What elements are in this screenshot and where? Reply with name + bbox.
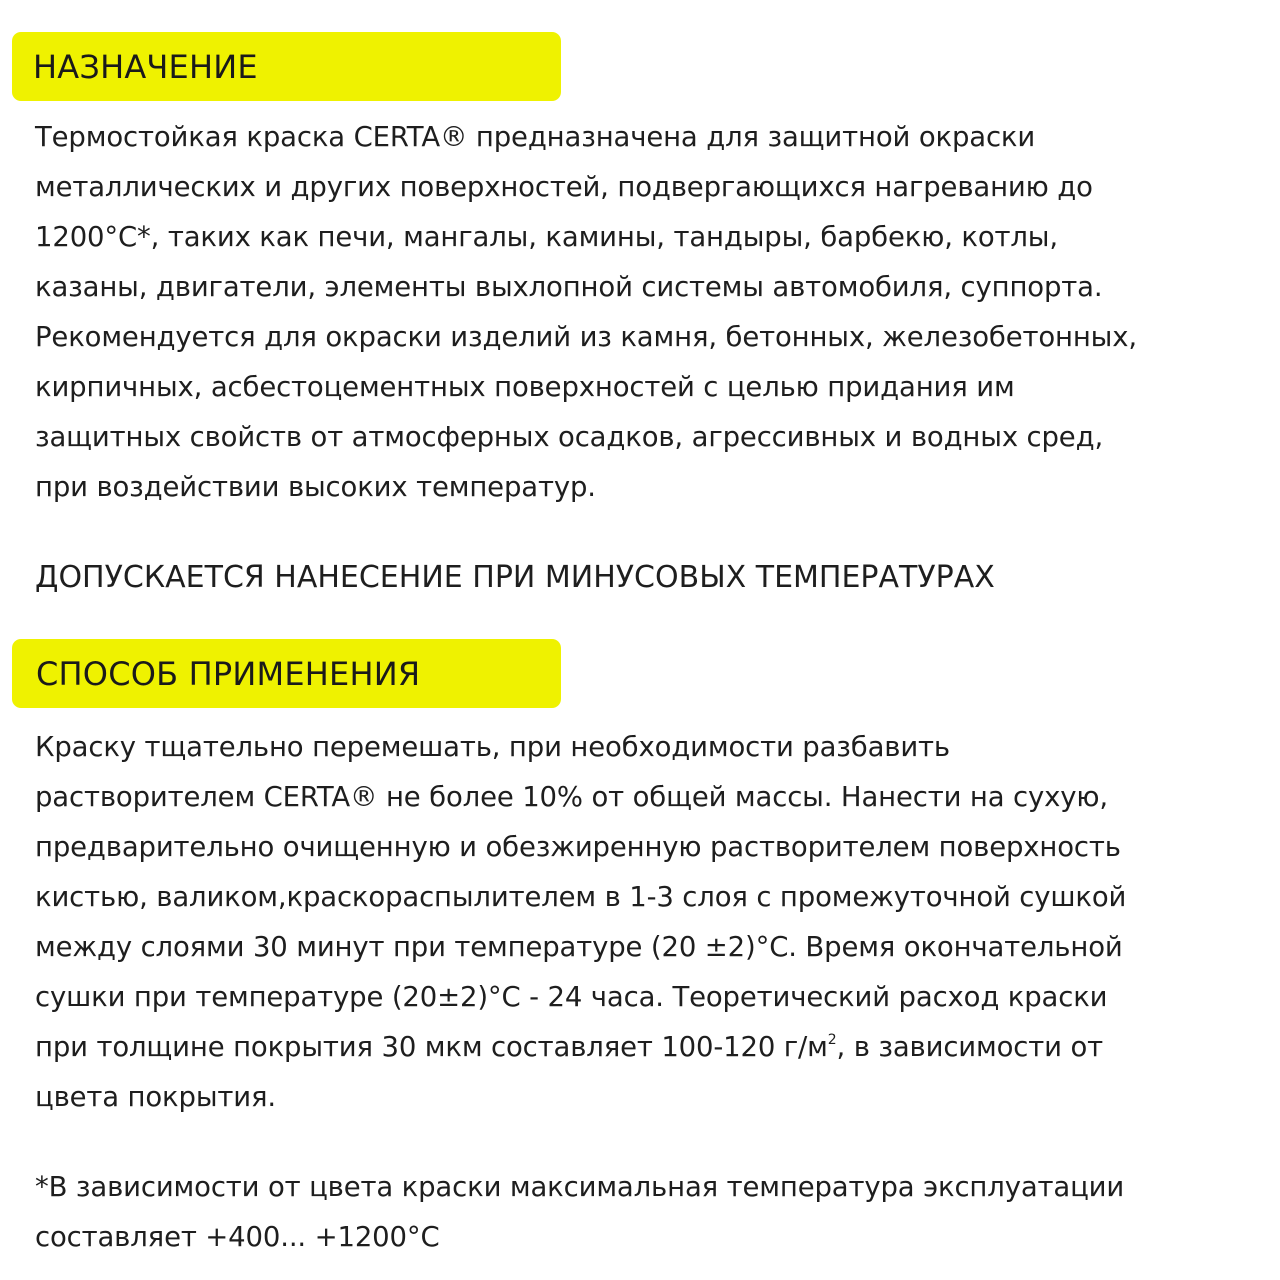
method-line-text: при толщине покрытия 30 мкм составляет 100-120 г/м <box>35 1031 828 1063</box>
method-description <box>35 722 1260 1122</box>
purpose-description <box>35 112 1260 512</box>
low-temperature-notice <box>35 553 1260 603</box>
superscript-squared: 2 <box>827 1032 837 1048</box>
section-title-purpose <box>12 32 561 101</box>
method-line: Краску тщательно перемешать, при необходимости разбавить <box>35 731 950 763</box>
purpose-line: кирпичных, асбестоцементных поверхностей с целью придания им <box>35 371 1015 403</box>
method-line-text: , в зависимости от <box>836 1031 1103 1063</box>
section-title-purpose-label: НАЗНАЧЕНИЕ <box>33 47 258 86</box>
section-title-method-label: СПОСОБ ПРИМЕНЕНИЯ <box>36 654 421 693</box>
notice-line: ДОПУСКАЕТСЯ НАНЕСЕНИЕ ПРИ МИНУСОВЫХ ТЕМПЕРАТУРАХ <box>35 560 995 595</box>
footnote-line: составляет +400... +1200°С <box>35 1221 440 1253</box>
purpose-line: 1200°С*, таких как печи, мангалы, камины, тандыры, барбекю, котлы, <box>35 221 1058 253</box>
purpose-line: Рекомендуется для окраски изделий из камня, бетонных, железобетонных, <box>35 321 1137 353</box>
method-line <box>35 1022 1260 1072</box>
method-line: цвета покрытия. <box>35 1081 276 1113</box>
method-line: предварительно очищенную и обезжиренную растворителем поверхность <box>35 831 1121 863</box>
purpose-line: казаны, двигатели, элементы выхлопной системы автомобиля, суппорта. <box>35 271 1103 303</box>
purpose-line: металлических и других поверхностей, подвергающихся нагреванию до <box>35 171 1093 203</box>
purpose-line: Термостойкая краска CERTA® предназначена для защитной окраски <box>35 121 1036 153</box>
method-line: сушки при температуре (20±2)°С - 24 часа. Теоретический расход краски <box>35 981 1108 1013</box>
method-line: между слоями 30 минут при температуре (20 ±2)°С. Время окончательной <box>35 931 1123 963</box>
footnote-line: *В зависимости от цвета краски максимальная температура эксплуатации <box>35 1171 1125 1203</box>
method-line: растворителем CERTA® не более 10% от общей массы. Нанести на сухую, <box>35 781 1108 813</box>
purpose-line: защитных свойств от атмосферных осадков, агрессивных и водных сред, <box>35 421 1104 453</box>
temperature-footnote <box>35 1162 1260 1262</box>
method-line: кистью, валиком,краскораспылителем в 1-3 слоя с промежуточной сушкой <box>35 881 1127 913</box>
purpose-line: при воздействии высоких температур. <box>35 471 596 503</box>
section-title-method <box>12 639 561 708</box>
